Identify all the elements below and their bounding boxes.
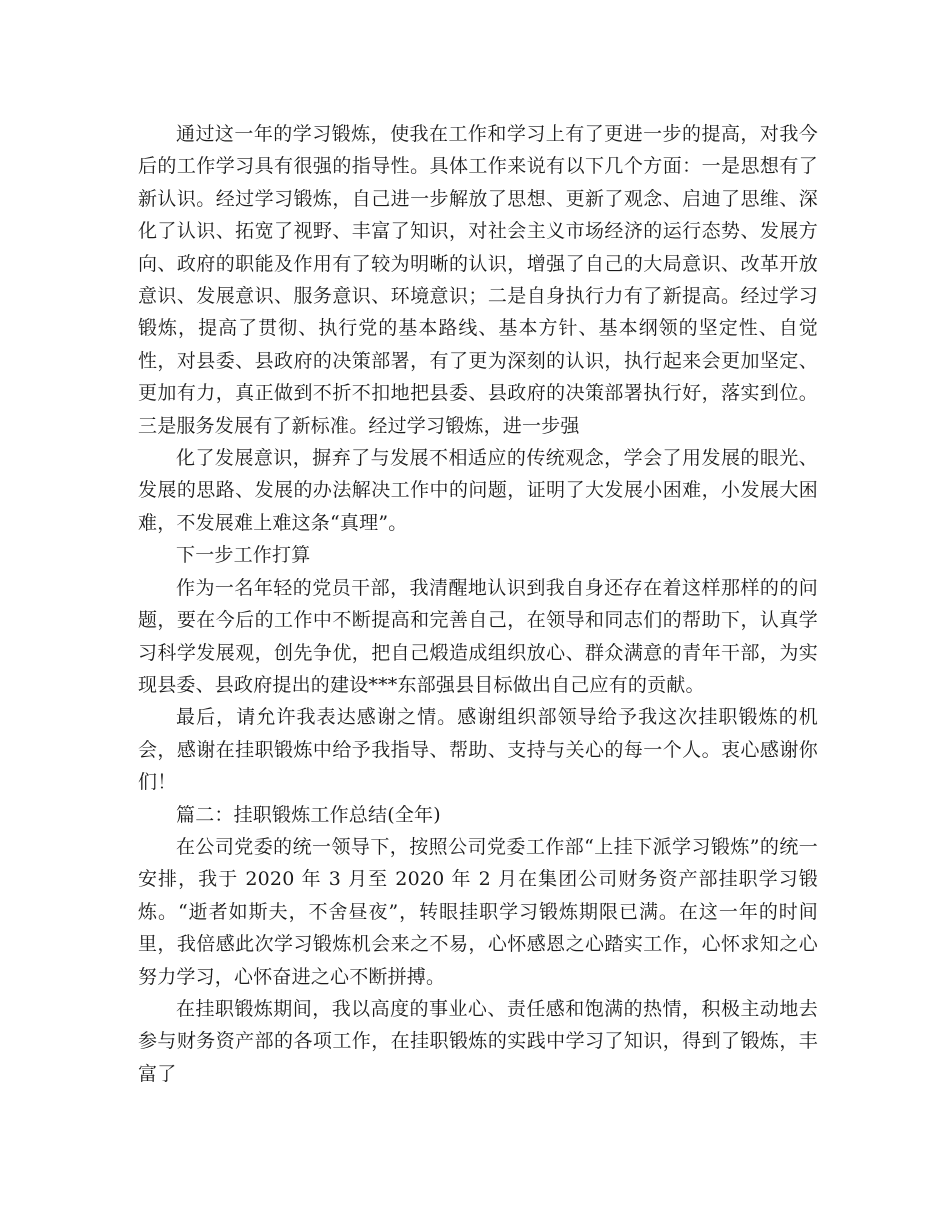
paragraph-study-improvement: 通过这一年的学习锻炼，使我在工作和学习上有了更进一步的提高，对我今后的工作学习具有很强的指导性。具体工作来说有以下几个方面：一是思想有了新认识。经过学习锻炼，自己进一步解放了思想、更新了观念、启迪了思维、深化了认识、拓宽了视野、丰富了知识，对社会主义市场经济的运行态势、发展方向、政府的职能及作用有了较为明晰的认识，增强了自己的大局意识、改革开放意识、发展意识、服务意识、环境意识；二是自身执行力有了新提高。经过学习锻炼，提高了贯彻、执行党的基本路线、基本方针、基本纲领的坚定性、自觉性，对县委、县政府的决策部署，有了更为深刻的认识，执行起来会更加坚定、更加有力，真正做到不折不扣地把县委、县政府的决策部署执行好，落实到位。三是服务发展有了新标准。经过学习锻炼，进一步强 [138, 123, 818, 437]
section-heading-next-steps: 下一步工作打算 [176, 544, 311, 567]
paragraph-thanks: 最后，请允许我表达感谢之情。感谢组织部领导给予我这次挂职锻炼的机会，感谢在挂职锻炼中给予我指导、帮助、支持与关心的每一个人。衷心感谢你们！ [138, 706, 818, 794]
paragraph-development-awareness: 化了发展意识，摒弃了与发展不相适应的传统观念，学会了用发展的眼光、发展的思路、发展的办法解决工作中的问题，证明了大发展小困难，小发展大困难，不发展难上难这条“真理”。 [138, 447, 818, 534]
document-page [138, 118, 818, 1090]
paragraph-arrangement: 在公司党委的统一领导下，按照公司党委工作部“上挂下派学习锻炼”的统一安排，我于 2020 年 3 月至 2020 年 2 月在集团公司财务资产部挂职学习锻炼。“逝者如斯夫，不舍昼夜”，转眼挂职学习锻炼期限已满。在这一年的时间里，我倍感此次学习锻炼机会来之不易，心怀感恩之心踏实工作，心怀求知之心努力学习，心怀奋进之心不断拼搏。 [138, 835, 818, 988]
paragraph-attachment-period: 在挂职锻炼期间，我以高度的事业心、责任感和饱满的热情，积极主动地去参与财务资产部的各项工作，在挂职锻炼的实践中学习了知识，得到了锻炼，丰富了 [138, 997, 818, 1085]
paragraph-next-steps: 作为一名年轻的党员干部，我清醒地认识到我自身还存在着这样那样的的问题，要在今后的工作中不断提高和完善自己，在领导和同志们的帮助下，认真学习科学发展观，创先争优，把自己煅造成组织放心、群众满意的青年干部，为实现县委、县政府提出的建设***东部强县目标做出自己应有的贡献。 [138, 576, 818, 696]
section-heading-part-two: 篇二：挂职锻炼工作总结(全年) [176, 803, 441, 826]
